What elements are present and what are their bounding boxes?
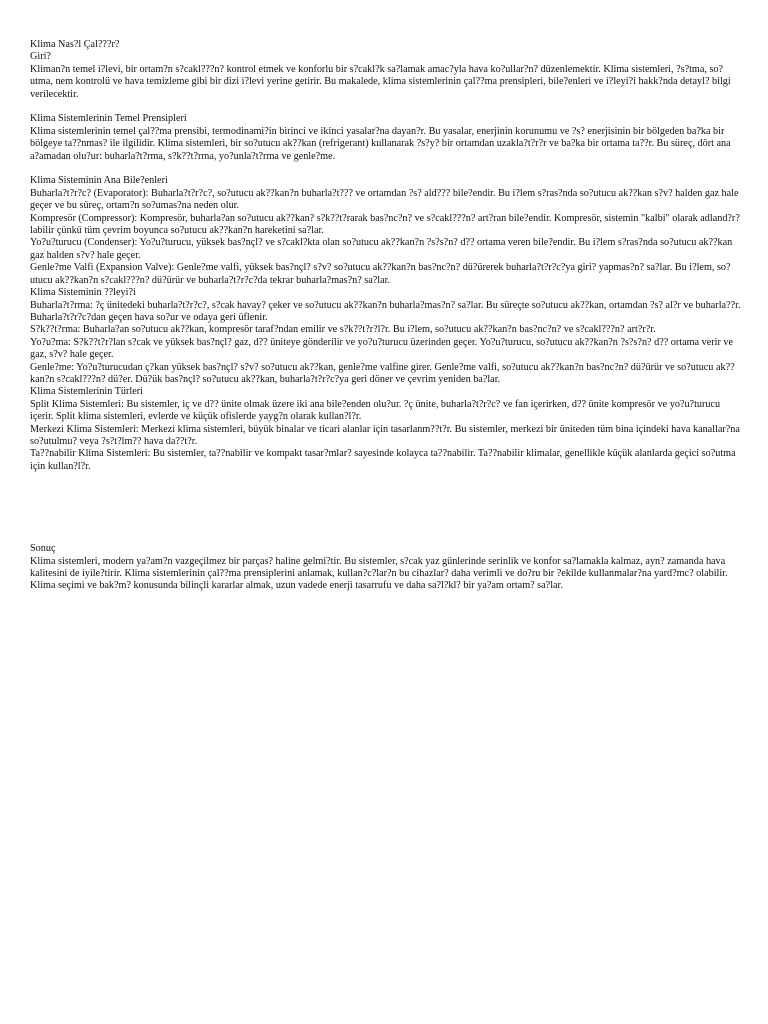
component-expansion-valve: Genle?me Valfi (Expansion Valve): Genle?me valfi, yüksek bas?nçl? s?v? so?utucu ak??kan?n bas?nc?n? dü?ürerek buharla?t?r?c?ya giri? yapmas?n? sa?lar. Bu i?lem, so?utucu ak??kan?n s?cakl???n? dü?ürür ve buharla?t?r?c?da tekrar buharla?mas?n? sa?lar. xyxy=(30,262,731,286)
section-spacer xyxy=(30,473,742,543)
operation-expansion: Genle?me: Yo?u?turucudan ç?kan yüksek bas?nçl? s?v? so?utucu ak??kan, genle?me valfine girer. Genle?me valfi, so?utucu ak??kan?n bas?nc?n? dü?ürür ve so?utucu ak??kan?n s?cakl???n? dü?er. Dü?ük bas?nçl? so?utucu ak??kan, buharla?t?r?c?ya geri döner ve çevrim yeniden ba?lar. xyxy=(30,361,735,385)
operation-heading: Klima Sisteminin ??leyi?i xyxy=(30,287,136,299)
types-heading: Klima Sistemlerinin Türleri xyxy=(30,386,143,398)
type-portable: Ta??nabilir Klima Sistemleri: Bu sistemler, ta??nabilir ve kompakt tasar?mlar? sayesinde kolayca ta??nabilir. Ta??nabilir klimalar, genellikle küçük alanlarda geçici so?utma için kullan?l?r. xyxy=(30,448,736,472)
section-spacer xyxy=(30,101,742,113)
operation-evaporation: Buharla?t?rma: ?ç ünitedeki buharla?t?r?c?, s?cak havay? çeker ve so?utucu ak??kan?n buharla?mas?n? sa?lar. Bu süreçte so?utucu ak??kan, ortamdan ?s? al?r ve buharla??r. Buharla?t?r?c?dan geçen hava so?ur ve odaya geri üflenir. xyxy=(30,299,741,323)
document-page xyxy=(30,39,742,593)
intro-heading: Giri? xyxy=(30,51,51,63)
principles-paragraph: Klima sistemlerinin temel çal??ma prensibi, termodinami?in birinci ve ikinci yasalar?na dayan?r. Bu yasalar, enerjinin korunumu ve ?s? enerjisinin bir bölgeden ba?ka bir bölgeye ta??nmas? ile ilgilidir. Klima sistemleri, bir so?utucu ak??kan (refrigerant) kullanarak ?s?y? bir ortamdan uzakla?t?r?r ve ba?ka bir ortama ta??r. Bu süreç, dört ana a?amadan olu?ur: buharla?t?rma, s?k??t?rma, yo?unla?t?rma ve genle?me. xyxy=(30,125,731,162)
operation-condensation: Yo?u?ma: S?k??t?r?lan s?cak ve yüksek bas?nçl? gaz, d?? üniteye gönderilir ve yo?u?turucu üzerinden geçer. Yo?u?turucu, so?utucu ak??kan?n ?s?s?n? d?? ortama verir ve gaz, s?v? hale geçer. xyxy=(30,336,734,361)
conclusion-paragraph: Klima sistemleri, modern ya?am?n vazgeçilmez bir parças? haline gelmi?tir. Bu sistemler, s?cak yaz günlerinde serinlik ve konfor sa?lamakla kalmaz, ayn? zamanda hava kalitesini de iyile?tirir. Klima sistemlerinin çal??ma prensiplerini anlamak, kullan?c?lar?n bu cihazlar? daha verimli ve do?ru bir ?ekilde kullanmalar?na yard?mc? olabilir. Klima seçimi ve bak?m? konusunda bilinçli kararlar almak, uzun vadede enerji tasarrufu ve daha sa?l?kl? bir ya?am ortam? sa?lar. xyxy=(30,555,728,592)
components-heading: Klima Sisteminin Ana Bile?enleri xyxy=(30,175,168,187)
component-condenser: Yo?u?turucu (Condenser): Yo?u?turucu, yüksek bas?nçl? ve s?cakl?kta olan so?utucu ak??kan?n ?s?s?n? d?? ortama veren bile?endir. Bu i?lem s?ras?nda so?utucu ak??kan gaz halden s?v? hale geçer. xyxy=(30,237,733,261)
intro-paragraph: Kliman?n temel i?levi, bir ortam?n s?cakl???n? kontrol etmek ve konforlu bir s?cakl?k sa?lamak amac?yla hava ko?ullar?n? düzenlemektir. Klima sistemleri, ?s?tma, so?utma, nem kontrolü ve hava temizleme gibi bir dizi i?levi yerine getirir. Bu makalede, klima sistemlerinin çal??ma prensipleri, bile?enleri ve i?leyi?i hakk?nda detayl? bilgi verilecektir. xyxy=(30,63,731,100)
section-spacer xyxy=(30,163,742,175)
component-compressor: Kompresör (Compressor): Kompresör, buharla?an so?utucu ak??kan? s?k??t?rarak bas?nc?n? ve s?cakl???n? art?ran bile?endir. Kompresör, sistemin "kalbi" olarak adland?r?labilir çünkü tüm çevrim boyunca so?utucu ak??kan?n hareketini sa?lar. xyxy=(30,212,740,237)
principles-heading: Klima Sistemlerinin Temel Prensipleri xyxy=(30,113,187,125)
component-evaporator: Buharla?t?r?c? (Evaporator): Buharla?t?r?c?, so?utucu ak??kan?n buharla?t??? ve ortamdan ?s? ald??? bile?endir. Bu i?lem s?ras?nda so?utucu ak??kan s?v? halden gaz hale geçer ve bu süreç, ortam?n so?umas?na neden olur. xyxy=(30,187,739,212)
operation-compression: S?k??t?rma: Buharla?an so?utucu ak??kan, kompresör taraf?ndan emilir ve s?k??t?r?l?r. Bu i?lem, so?utucu ak??kan?n bas?nc?n? ve s?cakl???n? art?r?r. xyxy=(30,324,656,336)
document-title: Klima Nas?l Çal???r? xyxy=(30,39,120,50)
type-central: Merkezi Klima Sistemleri: Merkezi klima sistemleri, büyük binalar ve ticari alanlar için tasarlanm??t?r. Bu sistemler, merkezi bir üniteden tüm bina içindeki hava kanallar?na so?utulmu? veya ?s?t?lm?? hava da??t?r. xyxy=(30,423,740,447)
conclusion-heading: Sonuç xyxy=(30,543,56,555)
type-split: Split Klima Sistemleri: Bu sistemler, iç ve d?? ünite olmak üzere iki ana bile?enden olu?ur. ?ç ünite, buharla?t?r?c? ve fan içerirken, d?? ünite kompresör ve yo?u?turucu içerir. Split klima sistemleri, evlerde ve küçük ofislerde yayg?n olarak kullan?l?r. xyxy=(30,398,721,423)
